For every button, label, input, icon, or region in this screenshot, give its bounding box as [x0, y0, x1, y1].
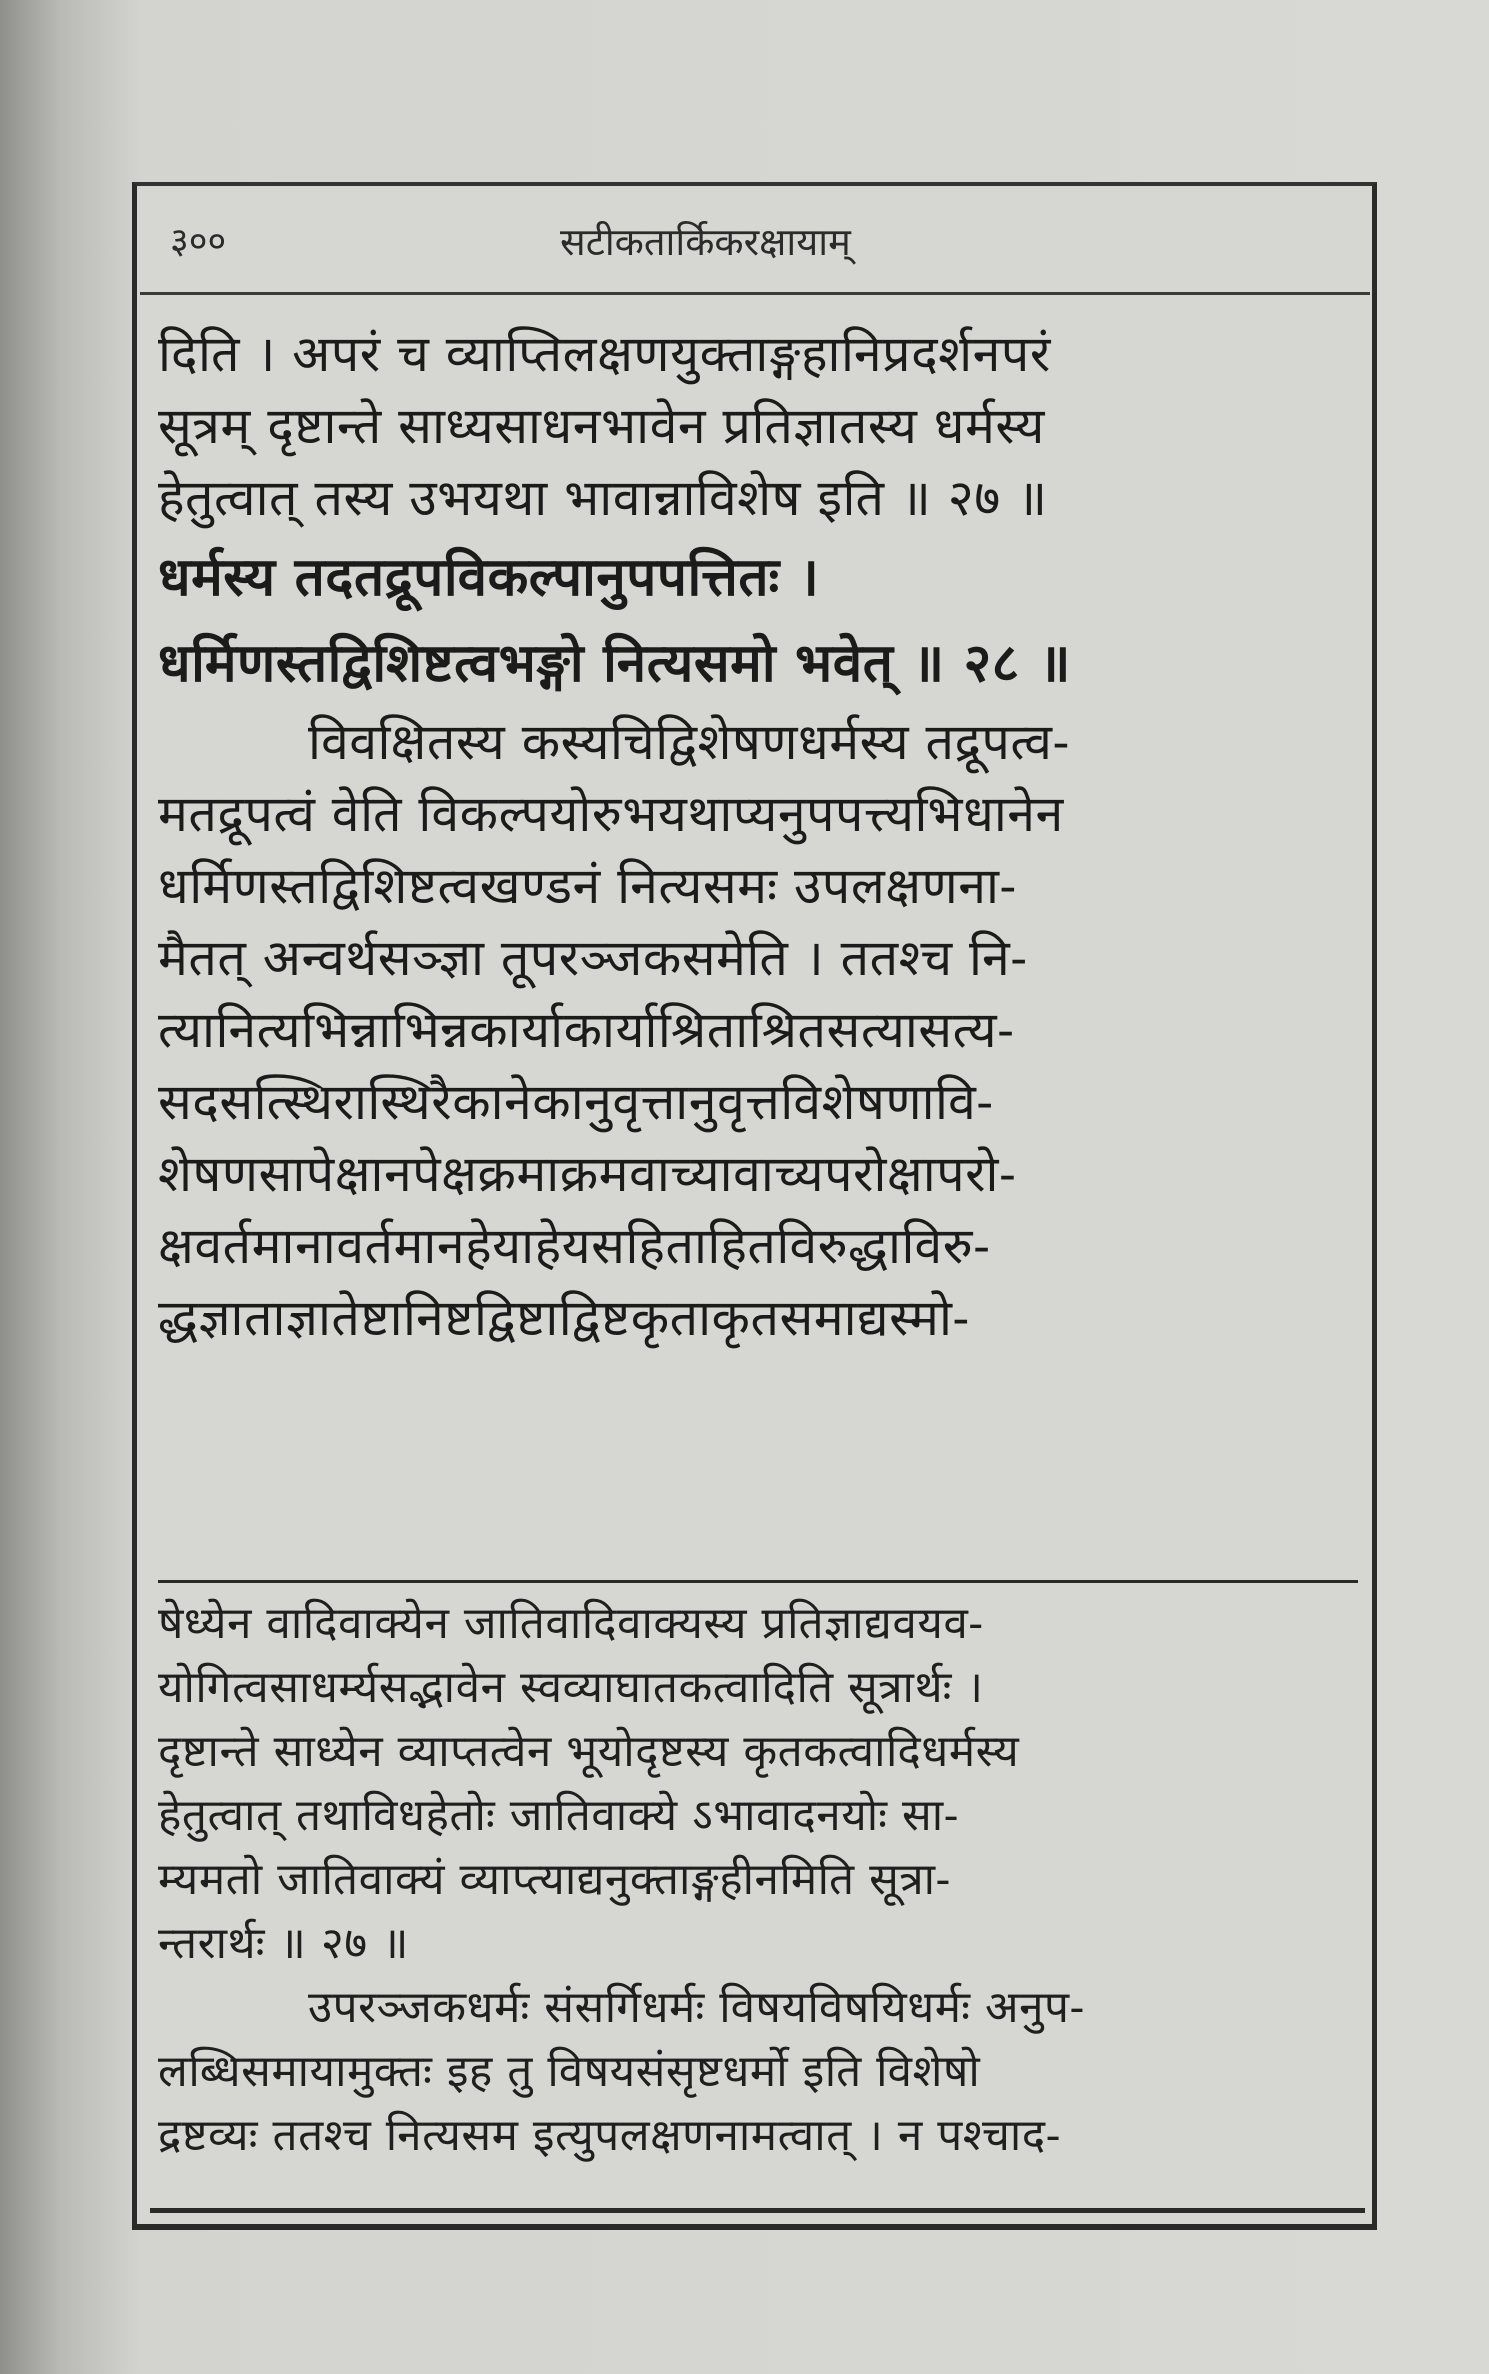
text-line: सदसत्स्थिरास्थिरैकानेकानुवृत्तानुवृत्तविशेषणावि- [158, 1073, 994, 1131]
note-line: योगित्वसाधर्म्यसद्भावेन स्वव्याघातकत्वादिति सूत्रार्थः । [158, 1662, 984, 1713]
text-line: सूत्रम् दृष्टान्ते साध्यसाधनभावेन प्रतिज्ञातस्य धर्मस्य [158, 397, 1045, 455]
text-line: धर्मिणस्तद्विशिष्टत्वखण्डनं नित्यसमः उपलक्षणना- [158, 857, 1017, 915]
note-line: दृष्टान्ते साध्येन व्याप्तत्वेन भूयोदृष्टस्य कृतकत्वादिधर्मस्य [158, 1726, 1020, 1777]
bottom-rule [150, 2208, 1365, 2213]
note-line: म्यमतो जातिवाक्यं व्याप्त्याद्यनुक्ताङ्गहीनमिति सूत्रा- [158, 1854, 951, 1905]
note-line: न्तरार्थः ॥ २७ ॥ [158, 1918, 409, 1969]
note-line: हेतुत्वात् तथाविधहेतोः जातिवाक्ये ऽभावादनयोः सा- [158, 1790, 959, 1841]
text-line: दिति । अपरं च व्याप्तिलक्षणयुक्ताङ्गहानिप्रदर्शनपरं [158, 325, 1051, 383]
text-line: द्धज्ञाताज्ञातेष्टानिष्टद्विष्टाद्विष्टकृताकृतसमाद्यस्मो- [158, 1289, 970, 1347]
text-line: हेतुत्वात् तस्य उभयथा भावान्नाविशेष इति ॥ २७ ॥ [158, 469, 1048, 527]
text-line: क्षवर्तमानावर्तमानहेयाहेयसहिताहितविरुद्धाविरु- [158, 1217, 991, 1275]
commentary [158, 706, 1363, 1354]
verse-line: धर्मस्य तदतद्रूपविकल्पानुपपत्तितः । [158, 546, 820, 608]
text-line: मतद्रूपत्वं वेति विकल्पयोरुभयथाप्यनुपपत्त्यभिधानेन [158, 785, 1064, 843]
page-number: ३०० [170, 221, 227, 262]
text-line: शेषणसापेक्षानपेक्षक्रमाक्रमवाच्यावाच्यपरोक्षापरो- [158, 1145, 1017, 1203]
page-header [150, 215, 1360, 285]
note-line: उपरञ्जकधर्मः संसर्गिधर्मः विषयविषयिधर्मः अनुप- [308, 1982, 1085, 2033]
text-line: त्यानित्यभिन्नाभिन्नकार्याकार्याश्रिताश्रितसत्यासत्य- [158, 1001, 1015, 1059]
main-text [158, 318, 1363, 1354]
header-rule [140, 292, 1370, 295]
running-title: सटीकतार्किकरक्षायाम् [560, 220, 851, 264]
footnote-separator [158, 1580, 1358, 1583]
text-line: मैतत् अन्वर्थसञ्ज्ञा तूपरञ्जकसमेति । ततश्च नि- [158, 929, 1028, 987]
verse-karika [158, 534, 1363, 706]
note-line: द्रष्टव्यः ततश्च नित्यसम इत्युपलक्षणनामत्वात् । न पश्चाद- [158, 2110, 1062, 2161]
note-line: लब्धिसमायामुक्तः इह तु विषयसंसृष्टधर्मो इति विशेषो [158, 2046, 981, 2097]
note-line: षेध्येन वादिवाक्येन जातिवादिवाक्यस्य प्रतिज्ञाद्यवयव- [158, 1598, 984, 1649]
top-lines [158, 318, 1363, 534]
footnotes [158, 1592, 1363, 2168]
verse-line: धर्मिणस्तद्विशिष्टत्वभङ्गो नित्यसमो भवेत् ॥ २८ ॥ [158, 632, 1071, 694]
text-line: विवक्षितस्य कस्यचिद्विशेषणधर्मस्य तद्रूपत्व- [308, 713, 1070, 771]
